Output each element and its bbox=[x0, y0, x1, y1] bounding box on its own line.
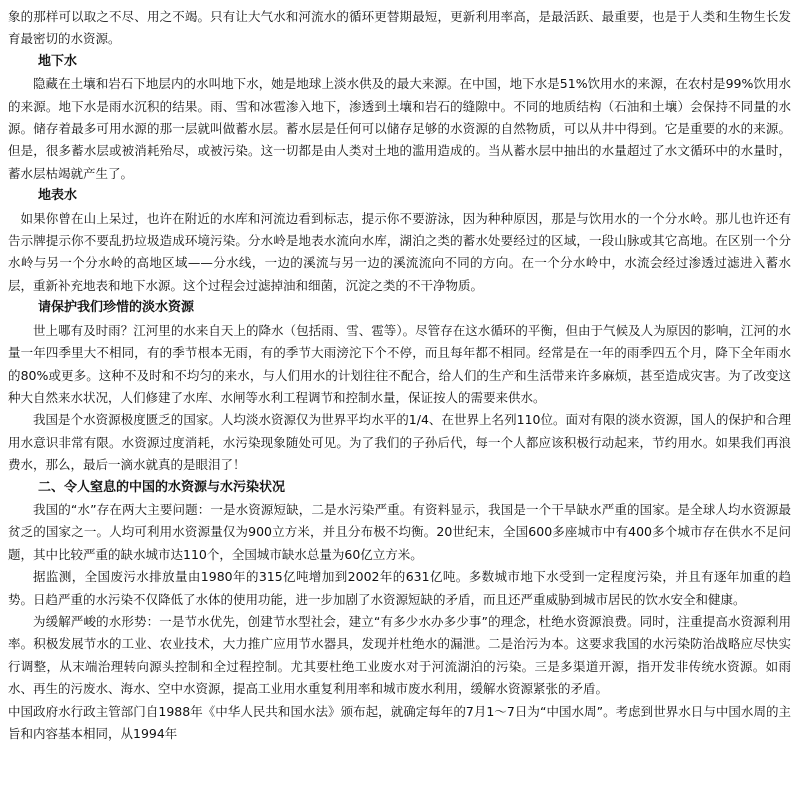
water-week-paragraph: 中国政府水行政主管部门自1988年《中华人民共和国水法》颁布起，就确定每年的7月1～7日为“中国水周”。考虑到世界水日与中国水周的主旨和内容基本相同，从1994年 bbox=[8, 703, 791, 741]
heading-protect-freshwater: 请保护我们珍惜的淡水资源 bbox=[38, 300, 195, 316]
heading-section-two: 二、令人窒息的中国的水资源与水污染状况 bbox=[38, 479, 286, 495]
groundwater-paragraph: 隐藏在土壤和岩石下地层内的水叫地下水，她是地球上淡水供及的最大来源。在中国，地下水是51%饮用水的来源，在农村是99%饮用水的来源。地下水是雨水沉积的结果。雨、雪和冰雹渗入地下，渗透到土壤和岩石的缝隙中。不同的地质结构（石油和土壤）会保持不同量的水源。储存着最多可用水源的那一层就叫做蓄水层。蓄水层是任何可以储存足够的水资源的自然物质，可以从井中得到。它是重要的水的来源。但是，很多蓄水层或被消耗殆尽，或被污染。这一切都是由人类对土地的滥用造成的。当从蓄水层中抽出的水量超过了水文循环中的水量时，蓄水层枯竭就产生了。 bbox=[8, 76, 791, 181]
surface-water-paragraph: 如果你曾在山上呆过，也许在附近的水库和河流边看到标志，提示你不要游泳，因为种种原因，那是与饮用水的一个分水岭。那儿也许还有告示牌提示你不要乱扔垃圾造成环境污染。分水岭是地表水流向水库，湖泊之类的蓄水处要经过的区域，一段山脉或其它高地。在区别一个分水岭与另一个分水岭的高地区域——分水线，一边的溪流与另一边的溪流流向不同的方向。在一个分水岭中，水流会经过渗透过滤进入蓄水层，重新补充地表和地下水源。这个过程会过滤掉油和细菌，沉淀之类的不干净物质。 bbox=[8, 210, 791, 293]
water-problems-paragraph: 我国的“水”存在两大主要问题：一是水资源短缺，二是水污染严重。有资料显示，我国是一个干旱缺水严重的国家。是全球人均水资源最贫乏的国家之一。人均可利用水资源量仅为900立方米，并且分布极不均衡。20世纪末，全国600多座城市中有400多个城市存在供水不足问题，其中比较严重的缺水城市达110个，全国城市缺水总量为60亿立方米。 bbox=[8, 501, 791, 562]
intro-paragraph: 象的那样可以取之不尽、用之不竭。只有让大气水和河流水的循环更替期最短，更新利用率高，是最活跃、最重要，也是于人类和生物生长发育最密切的水资源。 bbox=[8, 9, 791, 47]
scarcity-paragraph: 我国是个水资源极度匮乏的国家。人均淡水资源仅为世界平均水平的1/4、在世界上名列110位。面对有限的淡水资源，国人的保护和合理用水意识非常有限。水资源过度消耗，水污染现象随处可见。为了我们的子孙后代，每一个人都应该积极行动起来，节约用水。如果我们再浪费水，那么，最后一滴水就真的是眼泪了！ bbox=[8, 412, 791, 473]
mitigation-paragraph: 为缓解严峻的水形势：一是节水优先，创建节水型社会，建立“有多少水办多少事”的理念，杜绝水资源浪费。同时，注重提高水资源利用率。积极发展节水的工业、农业技术，大力推广应用节水器具，发现并杜绝水的漏泄。二是治污为本。这要求我国的水污染防治战略应尽快实行调整，从末端治理转向源头控制和全过程控制。尤其要杜绝工业废水对于河流湖泊的污染。三是多渠道开源，指开发非传统水资源。如雨水、再生的污废水、海水、空中水资源，提高工业用水重复利用率和城市废水利用，缓解水资源紧张的矛盾。 bbox=[8, 613, 791, 697]
heading-surface-water: 地表水 bbox=[38, 188, 78, 204]
timely-rain-paragraph: 世上哪有及时雨？江河里的水来自天上的降水（包括雨、雪、雹等）。尽管存在这水循环的平衡，但由于气候及人为原因的影响，江河的水量一年四季里大不相同，有的季节根本无雨，有的季节大雨滂沱下个不停，而且每年都不相同。经常是在一年的雨季四五个月，降下全年雨水的80%或更多。这种不及时和不均匀的来水，与人们用水的计划往往不配合，给人们的生产和生活带来许多麻烦，甚至造成灾害。为了改变这种大自然来水状况，人们修建了水库、水闸等水利工程调节和控制水量，保证按人的需要来供水。 bbox=[8, 322, 791, 405]
monitoring-paragraph: 据监测，全国废污水排放量由1980年的315亿吨增加到2002年的631亿吨。多数城市地下水受到一定程度污染，并且有逐年加重的趋势。日趋严重的水污染不仅降低了水体的使用功能，进一步加剧了水资源短缺的矛盾，而且还严重威胁到城市居民的饮水安全和健康。 bbox=[8, 569, 791, 607]
heading-groundwater: 地下水 bbox=[38, 53, 78, 69]
